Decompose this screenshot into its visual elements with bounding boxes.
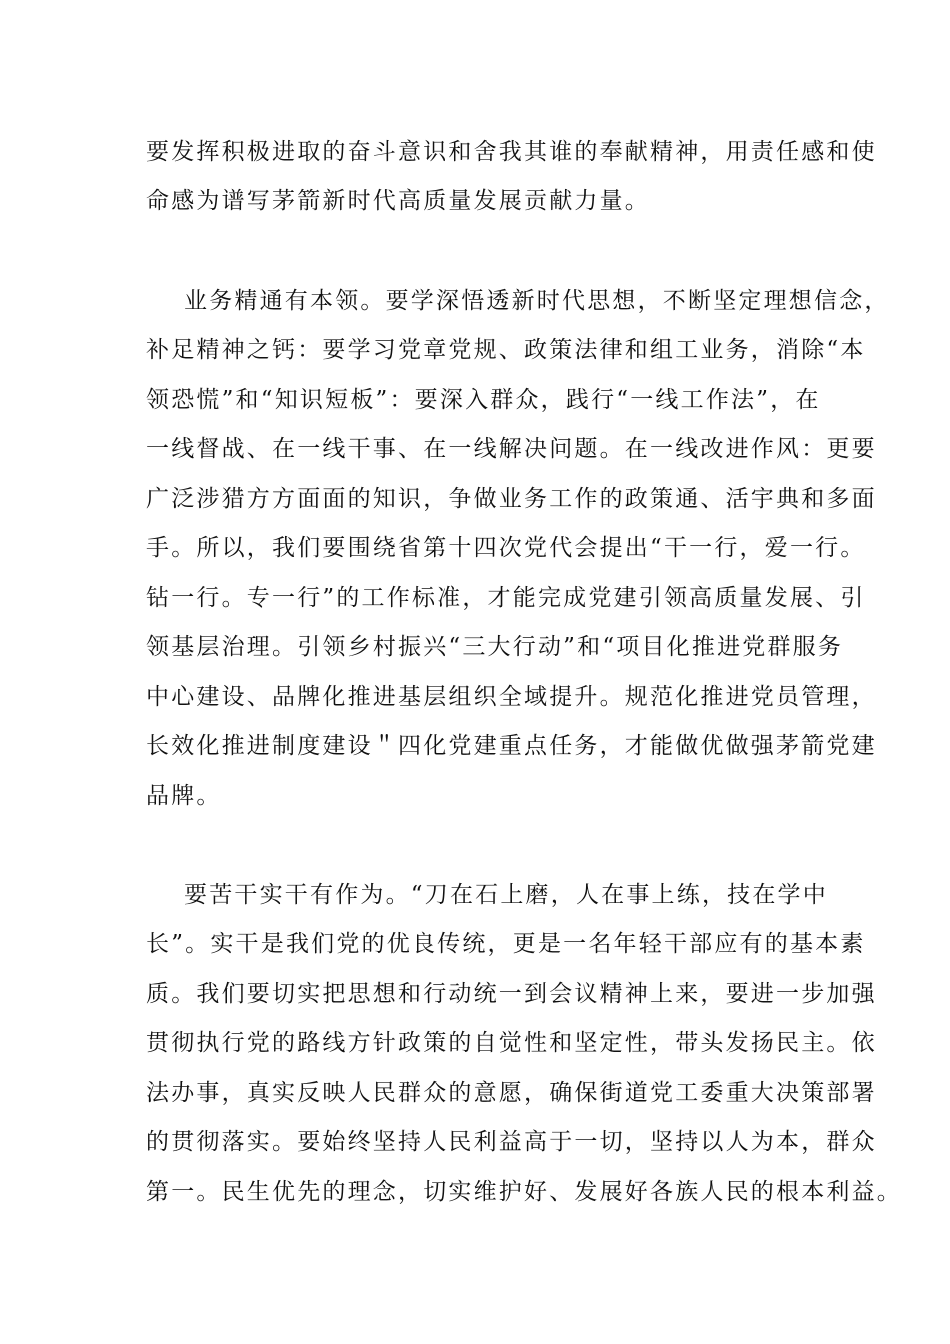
text-line: 贯彻执行党的路线方针政策的自觉性和坚定性，带头发扬民主。依 — [146, 1030, 877, 1056]
text-line: 广泛涉猎方方面面的知识，争做业务工作的政策通、活宇典和多面 — [146, 486, 877, 512]
text-line: 要发挥积极进取的奋斗意识和舍我其谁的奉献精神，用责任感和使 — [146, 139, 877, 165]
text-line: 质。我们要切实把思想和行动统一到会议精神上来，要进一步加强 — [146, 981, 877, 1007]
text-line: 中心建设、品牌化推进基层组织全域提升。规范化推进党员管理， — [146, 684, 877, 710]
text-line: 手。所以，我们要围绕省第十四次党代会提出“干一行，爱一行。 — [146, 535, 866, 561]
text-line: 长效化推进制度建设＂四化党建重点任务，才能做优做强茅箭党建 — [146, 733, 877, 759]
text-line: 补足精神之钙：要学习党章党规、政策法律和组工业务，消除“本 — [146, 337, 866, 363]
text-line: 一线督战、在一线干事、在一线解决问题。在一线改进作风：更要 — [146, 436, 877, 462]
text-line: 的贯彻落实。要始终坚持人民利益高于一切，坚持以人为本，群众 — [146, 1129, 877, 1155]
text-line: 命感为谱写茅箭新时代高质量发展贡献力量。 — [146, 188, 650, 214]
text-line: 钻一行。专一行”的工作标准，才能完成党建引领高质量发展、引 — [146, 585, 866, 611]
text-line: 第一。民生优先的理念，切实维护好、发展好各族人民的根本利益。 — [146, 1179, 902, 1205]
text-line: 业务精通有本领。要学深悟透新时代思想，不断坚定理想信念， — [184, 288, 890, 314]
text-line: 法办事，真实反映人民群众的意愿，确保街道党工委重大决策部署 — [146, 1080, 877, 1106]
text-line: 领基层治理。引领乡村振兴“三大行动”和“项目化推进党群服务 — [146, 634, 844, 660]
text-line: 品牌。 — [146, 783, 222, 809]
text-line: 长”。实干是我们党的优良传统，更是一名年轻干部应有的基本素 — [146, 931, 866, 957]
text-line: 领恐慌”和“知识短板”：要深入群众，践行“一线工作法”，在 — [146, 387, 821, 413]
text-line: 要苦干实干有作为。“刀在石上磨，人在事上练，技在学中 — [184, 882, 828, 908]
